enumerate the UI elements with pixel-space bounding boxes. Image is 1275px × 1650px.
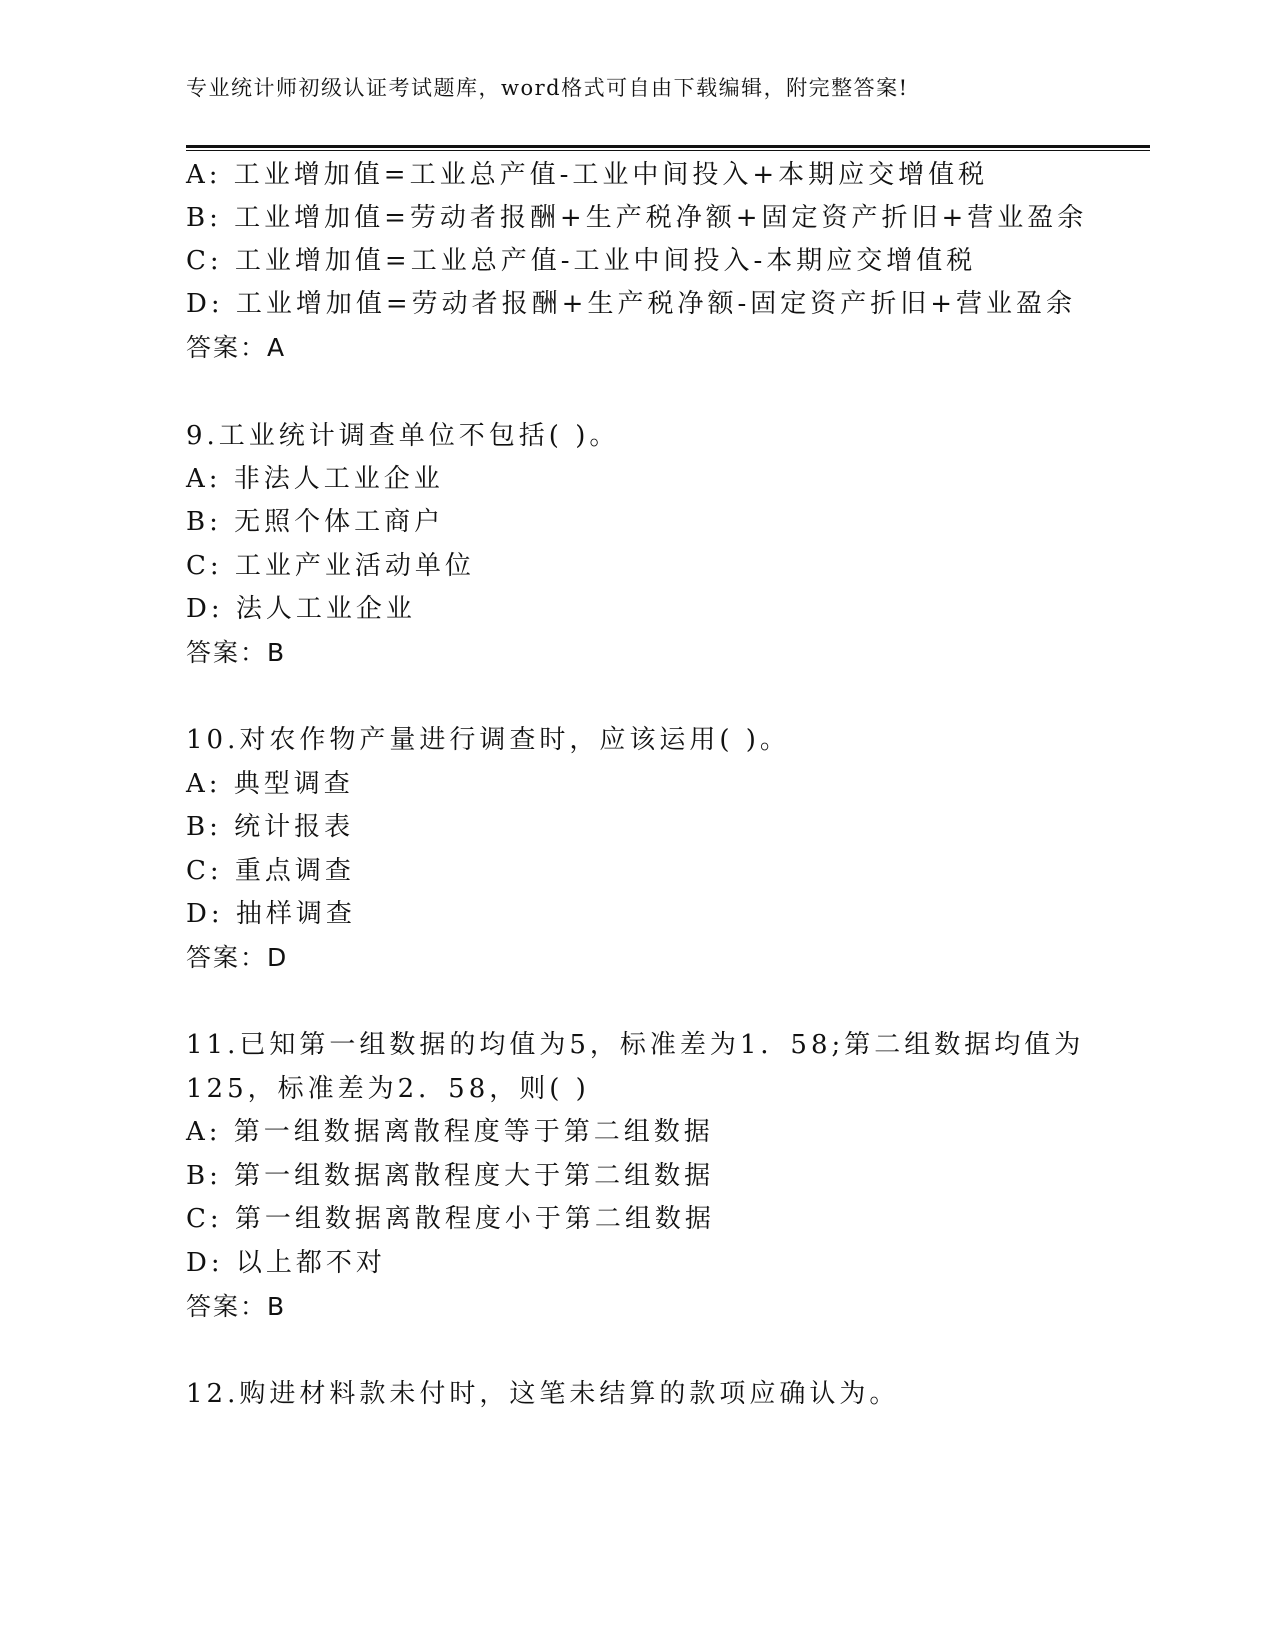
q11-stem-line-1: 11.已知第一组数据的均值为5，标准差为1．58;第二组数据均值为 (186, 1030, 1085, 1060)
q9-option-d: D: 法人工业企业 (186, 594, 416, 624)
q10-option-a: A: 典型调查 (186, 769, 354, 799)
page-header: 专业统计师初级认证考试题库，word格式可自由下载编辑，附完整答案! (186, 76, 909, 100)
q9-option-a: A: 非法人工业企业 (186, 464, 444, 494)
q11-answer: 答案：B (186, 1292, 287, 1321)
q10-answer: 答案：D (186, 943, 289, 972)
q8-option-c: C: 工业增加值=工业总产值-工业中间投入-本期应交增值税 (186, 246, 977, 276)
header-rule-thin (186, 150, 1150, 151)
q12-stem: 12.购进材料款未付时，这笔未结算的款项应确认为。 (186, 1379, 900, 1409)
q11-option-b: B: 第一组数据离散程度大于第二组数据 (186, 1161, 715, 1191)
q11-stem-line-2: 125，标准差为2．58，则( ) (186, 1074, 590, 1104)
q11-option-c: C: 第一组数据离散程度小于第二组数据 (186, 1204, 715, 1234)
q8-option-a: A: 工业增加值=工业总产值-工业中间投入+本期应交增值税 (186, 160, 989, 190)
q11-option-d: D: 以上都不对 (186, 1248, 386, 1278)
q10-option-b: B: 统计报表 (186, 812, 355, 842)
q8-option-d: D: 工业增加值=劳动者报酬+生产税净额-固定资产折旧+营业盈余 (186, 289, 1077, 319)
q8-option-b: B: 工业增加值=劳动者报酬+生产税净额+固定资产折旧+营业盈余 (186, 203, 1088, 233)
q10-option-c: C: 重点调查 (186, 856, 355, 886)
q8-answer: 答案：A (186, 333, 287, 362)
q11-option-a: A: 第一组数据离散程度等于第二组数据 (186, 1117, 714, 1147)
q9-stem: 9.工业统计调查单位不包括( )。 (186, 421, 620, 451)
q9-option-b: B: 无照个体工商户 (186, 507, 445, 537)
q9-option-c: C: 工业产业活动单位 (186, 551, 475, 581)
q10-stem: 10.对农作物产量进行调查时，应该运用( )。 (186, 725, 790, 755)
q9-answer: 答案：B (186, 638, 287, 667)
q10-option-d: D: 抽样调查 (186, 899, 356, 929)
header-rule-thick (186, 145, 1150, 148)
